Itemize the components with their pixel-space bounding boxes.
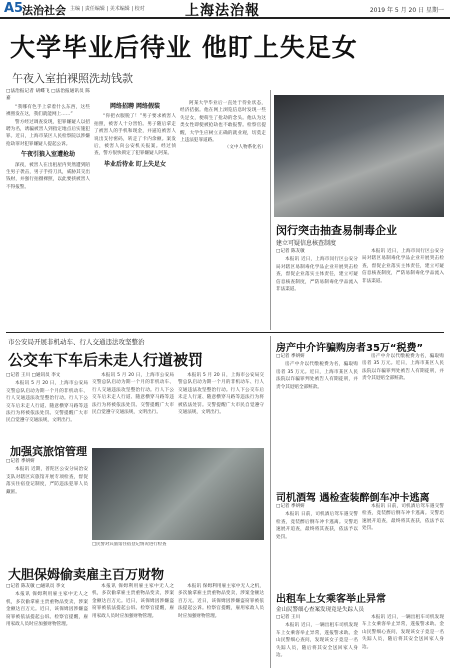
top-subhead-1: 午夜引狼入室遭抢劫 <box>20 151 75 159</box>
right-caption-body-cont: 本报讯 近日，上海市闵行区公安分局对辖区易制毒化学品企业开展突击检查，督促企业落实主体责任，建立可疑信息核查制度，严防易制毒化学品流入非法渠道。 <box>362 249 444 284</box>
story2-col2 <box>92 372 174 440</box>
story2-sub-headline: 加强宾旅馆管理 <box>10 445 87 458</box>
story3-headline: 房产中介许骗购房者35万“税费” <box>276 343 424 354</box>
top-credit: （文中人物系化名） <box>224 145 266 151</box>
top-subhead-2: 毕业后待业 盯上失足女 <box>103 160 167 168</box>
top-box-heading: 网络招聘 网络假装 <box>109 103 161 110</box>
story6-byline: □记者 陈友敏 □通讯员 李文 <box>6 584 65 589</box>
story2-col1 <box>6 372 88 440</box>
story3-byline: □记者 季妍妍 <box>276 354 305 359</box>
top-story-col2 <box>94 100 176 330</box>
story4-body-cont: 本报讯 日前，司机酒后驾车遇交警检查，竟装醉后倒车冲卡逃离。交警迅速展开追查，最终将其查获，依法予以处罚。 <box>362 504 444 532</box>
story4-byline: □记者 季妍妍 <box>276 504 305 509</box>
top-story-col3 <box>180 100 266 330</box>
story2-sub-byline: □记者 季妍妍 <box>6 459 35 464</box>
story3-body-cont: 房产中介以代缴税费为名，骗取购房者 35 万元。近日，上海市某区人民法院以诈骗罪判处被告人有期徒刑，并责令其退赔全部赃款。 <box>362 354 444 382</box>
hotel-check-caption: □民警对宾旅馆住宿登记情况进行检查 <box>92 542 167 547</box>
top-byline: □法治报记者 胡蝶飞 □法治报通讯员 陈嘉 <box>6 89 90 102</box>
story2-headline: 公交车下车后未走人行道被罚 <box>8 351 204 369</box>
story4-body: 本报讯 日前，司机酒后驾车遇交警检查，竟装醉后倒车冲卡逃离。交警迅速展开追查，最终将其查获，依法予以处罚。 <box>276 512 358 540</box>
top-body-2: 深夜，被害人在出租屋内突然遭到陌生男子袭击，男子手持刀具，威胁其交出钱财，并强行拍摄裸照，以此要挟被害人不得报警。 <box>6 162 90 190</box>
column-rule <box>270 336 271 668</box>
story6-body-cont: 本报讯 保姆利用雇主家中无人之机，多次偷拿雇主贵重物品变卖，涉案金额达百万元。近日，该保姆因涉嫌盗窃罪被依法提起公诉。检察官提醒，雇用家政人员时应加强财物管理。 <box>92 584 174 619</box>
story6-col3 <box>178 583 264 668</box>
section-divider <box>6 332 444 333</box>
column-rule <box>270 90 271 330</box>
top-headline: 大学毕业后待业 他盯上失足女 <box>10 33 358 62</box>
top-body-1: 警方经过调查发现，犯罪嫌疑人以招聘为名，诱骗被害人到指定地点后实施犯罪。近日，上海市某区人民检察院以涉嫌抢劫罪对犯罪嫌疑人提起公诉。 <box>6 119 90 147</box>
story3-col2 <box>362 353 444 483</box>
newspaper-logo: 上海法治報 <box>185 3 260 19</box>
top-intro: “我哪有色手上拿着什么东西，这些裸照发在这，我们就能网上……” <box>6 104 90 118</box>
top-body-4: 阿某大学毕业后一直处于待业状态，经济拮据。他在网上浏览信息时发现一些失足女，便萌生了抢劫的念头。他认为这类女性即使被抢劫也不敢报警。检察官提醒，大学生应树立正确的就业观，切莫走上违法犯罪道路。 <box>180 101 266 144</box>
story2-sub-col <box>6 458 88 544</box>
story5-sub: 金山民警细心查案发现竟是失踪人员 <box>276 607 365 613</box>
story5-headline: 出租车上女乘客举止异常 <box>276 594 386 605</box>
story6-headline: 大胆保姆偷卖雇主百万财物 <box>8 568 165 583</box>
right-caption-sub: 建立可疑信息核查制度 <box>276 240 337 247</box>
masthead <box>0 0 450 19</box>
story5-byline: □记者 王川 <box>276 615 301 620</box>
story5-body-cont: 本报讯 近日，一辆出租车司机发现车上女乘客举止异常，遂报警求助。金山民警细心查问，发现该女子竟是一名失踪人员，随后将其安全送回家人身边。 <box>362 615 444 650</box>
hotel-check-photo <box>92 448 264 540</box>
story5-col2 <box>362 614 444 668</box>
right-caption-head: 闵行突击抽查易制毒企业 <box>276 224 397 237</box>
section-title: 法治社会 <box>22 4 66 17</box>
story3-col1 <box>276 353 358 483</box>
top-subhead: 午夜入室拍裸照洗劫钱款 <box>12 72 133 85</box>
story6-col1 <box>6 583 88 668</box>
story6-body: 本报讯 保姆利用雇主家中无人之机，多次偷拿雇主贵重物品变卖，涉案金额达百万元。近日，该保姆因涉嫌盗窃罪被依法提起公诉。检察官提醒，雇用家政人员时应加强财物管理。 <box>6 592 88 628</box>
lab-inspection-photo <box>274 95 444 217</box>
story3-body: 房产中介以代缴税费为名，骗取购房者 35 万元。近日，上海市某区人民法院以诈骗罪判处被告人有期徒刑，并责令其退赔全部赃款。 <box>276 362 358 390</box>
story4-col2 <box>362 503 444 583</box>
story2-body-cont-2: 本报讯 5 月 20 日，上海市公安局交警总队启动为期一个月的非机动车、行人交通违法攻坚整治行动。行人下公交车后未走人行道、随意横穿马路等违法行为将被依法处罚。交警提醒广大市民自觉遵守交通法规，文明出行。 <box>178 373 264 416</box>
story6-col2 <box>92 583 174 668</box>
story6-body-cont-2: 本报讯 保姆利用雇主家中无人之机，多次偷拿雇主贵重物品变卖，涉案金额达百万元。近日，该保姆因涉嫌盗窃罪被依法提起公诉。检察官提醒，雇用家政人员时应加强财物管理。 <box>178 584 264 619</box>
issue-date: 2019 年 5 月 20 日 星期一 <box>369 7 444 14</box>
story2-body: 本报讯 5 月 20 日，上海市公安局交警总队启动为期一个月的非机动车、行人交通违法攻坚整治行动。行人下公交车后未走人行道、随意横穿马路等违法行为将被依法处罚。交警提醒广大市民自觉遵守交通法规，文明出行。 <box>6 381 88 424</box>
right-caption-col2 <box>362 248 444 318</box>
story4-headline: 司机酒驾 遇检查装醉倒车冲卡逃离 <box>276 493 430 504</box>
story2-kicker: 市公安局开展非机动车、行人交通违法攻坚整治 <box>8 338 145 346</box>
story2-byline: □记者 王川 □通讯员 李文 <box>6 373 61 378</box>
top-body-3: “你把衣服脱了！”男子要求被害人拍照，被害人十分害怕。男子随后拿走了被害人的手机和现金，并逼迫被害人说出支付密码，转走了卡内余额。案发后，被害人向公安机关报案。经过侦查，警方很快锁定了犯罪嫌疑人阿某。 <box>94 114 176 157</box>
story5-body: 本报讯 近日，一辆出租车司机发现车上女乘客举止异常，遂报警求助。金山民警细心查问，发现该女子竟是一名失踪人员，随后将其安全送回家人身边。 <box>276 623 358 659</box>
right-caption-body: 本报讯 近日，上海市闵行区公安分局对辖区易制毒化学品企业开展突击检查，督促企业落实主体责任，建立可疑信息核查制度，严防易制毒化学品流入非法渠道。 <box>276 257 358 293</box>
top-story-col1 <box>6 88 90 328</box>
story2-col3 <box>178 372 264 440</box>
story5-col1 <box>276 614 358 668</box>
page-number: A5 <box>4 1 24 16</box>
editor-line: 主编 | 责任编辑 | 美术编辑 | 校对 <box>70 6 145 12</box>
story2-sub-body: 本报讯 近期，普陀区公安分局治安支队对辖区宾旅馆开展专项检查，督促落实住宿登记制度，严防违法犯罪人员藏匿。 <box>6 467 88 495</box>
right-caption-byline: □记者 陈友敏 <box>276 249 305 254</box>
right-caption-col1 <box>276 248 358 318</box>
story4-col1 <box>276 503 358 583</box>
story2-body-cont: 本报讯 5 月 20 日，上海市公安局交警总队启动为期一个月的非机动车、行人交通违法攻坚整治行动。行人下公交车后未走人行道、随意横穿马路等违法行为将被依法处罚。交警提醒广大市民自觉遵守交通法规，文明出行。 <box>92 373 174 416</box>
